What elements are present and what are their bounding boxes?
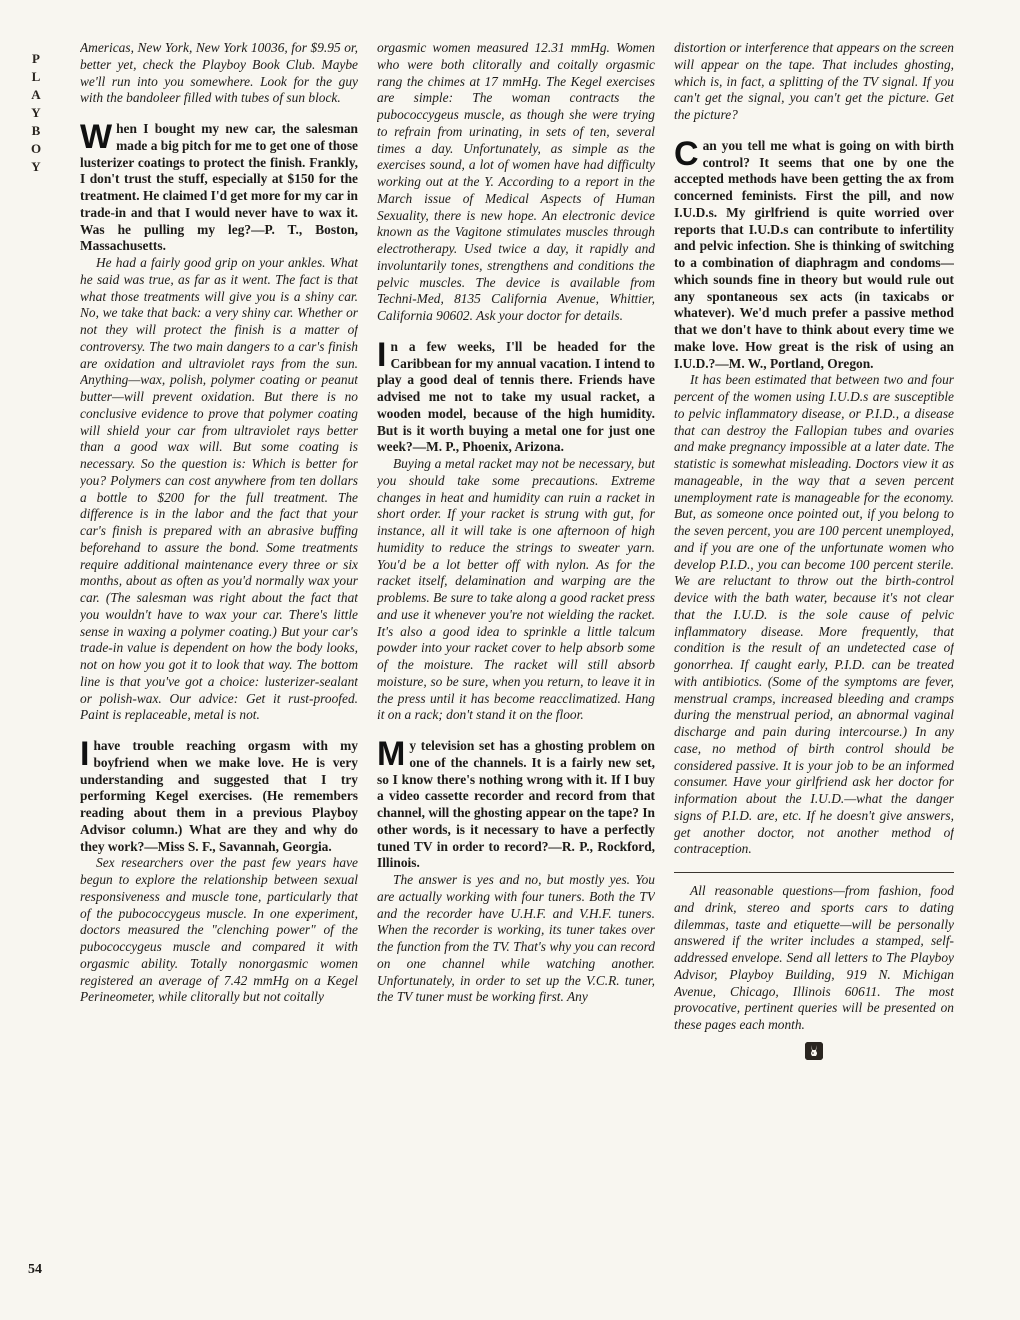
question-text: y television set has a ghosting problem on one of the channels. It is a fairly new set, so I know there's nothing wrong with it. If I buy a video cassette recorder and record from that channel, will the ghosting appear on the tape? In other words, is it necessary to have a perfectly tuned TV in order to record?—R. P., Rockford, Illinois. xyxy=(377,738,655,871)
question-paragraph xyxy=(674,134,954,373)
drop-cap: M xyxy=(377,735,406,773)
masthead-letter: A xyxy=(31,87,41,102)
answer-paragraph: Sex researchers over the past few years have begun to explore the relationship between sexual responsiveness and muscle tone, particularly that of the pubococcygeus muscle. In one experiment, doctors measured the "clenching power" of the pubococcygeus muscle and compared it with orgasmic ability. Totally nonorgasmic women registered an average of 7.42 mmHg on a Kegel Perineometer, while clitorally but not coitally xyxy=(80,855,358,1005)
question-paragraph xyxy=(377,735,655,872)
drop-cap: I xyxy=(377,335,387,374)
masthead-letter: Y xyxy=(31,105,41,120)
question-paragraph xyxy=(377,335,655,456)
masthead-letter: P xyxy=(32,51,40,66)
rabbit-head-logo-icon xyxy=(805,1042,823,1060)
page-number: 54 xyxy=(28,1262,42,1277)
answer-paragraph: It has been estimated that between two and four percent of the women using I.U.D.s are susceptible to pelvic inflammatory disease, or P.I.D., a disease that can destroy the Fallopian tubes and ovaries and make pregnancy impossible at a later date. The statistic is somewhat misleading. Doctors view it as manageable, in the way that a seven percent unemployment rate is manageable for the economy. But, as someone once pointed out, if you belong to the seven percent, you are 100 percent unemployed, and if you are one of the unfortunate women who develop P.I.D., you can become 100 percent sterile. We are reluctant to throw out the birth-control device with the bath water, because it's not clear that the I.U.D. is the sole cause of pelvic inflammatory disease. More frequently, that condition is the result of an undetected case of gonorrhea. If caught early, P.I.D. can be treated with antibiotics. (Some of the symptoms are fever, menstrual cramps, increased bleeding and cramps during the menstrual period, an abnormal vaginal discharge and pain during intercourse.) In any case, no method of birth control should be considered passive. It is your job to be an informed consumer. Have your girlfriend ask her doctor for information about the I.U.D.—what the danger signs of P.I.D. are, etc. If he doesn't give answers, get another doctor, not another method of contraception. xyxy=(674,372,954,857)
answer-paragraph: Americas, New York, New York 10036, for $9.95 or, better yet, check the Playboy Book Club. Maybe we'll run into you somewhere. Look for the guy with the bandoleer filled with tubes of sun block. xyxy=(80,40,358,106)
drop-cap: I xyxy=(80,735,90,773)
question-paragraph xyxy=(80,735,358,855)
playboy-masthead-vertical xyxy=(28,50,44,176)
drop-cap: C xyxy=(674,134,699,173)
answer-paragraph: He had a fairly good grip on your ankles. What he said was true, as far as it went. The fact is that what those treatments will give you is a shiny car. No, we take that back: a very shiny car. Whether or not they will protect the finish is a matter of controversy. The two main dangers to a car's finish are oxidation and ultraviolet rays from the sun. Anything—wax, polish, polymer coating or peanut butter—will prevent oxidation. But there is no conclusive evidence to prove that polymer coating will shield your car from ultraviolet rays better than a good wax will. But some coating is necessary. So the question is: Which is better for you? Polymers can cost anywhere from ten dollars a bottle to $200 for the full treatment. The difference is in the labor and the fact that your car's finish is prepared with an abrasive buffing beforehand to assure the bond. Some treatments require additional maintenance every three or six months, about as often as you'd normally wax your car. (The salesman was right about the fact that you wouldn't have to wax your car. There's little sense in waxing a polymer coating.) But your car's trade-in value is dependent on how the body looks, not on how you got it to look that way. The bottom line is that you've got a choice: lusterizer-sealant or polish-wax. Our advice: Get it rust-proofed. Paint is replaceable, metal is not. xyxy=(80,255,358,723)
rabbit-head-logo-icon-shape xyxy=(805,1042,823,1060)
drop-cap: W xyxy=(80,118,113,156)
column-1 xyxy=(80,40,358,1285)
answer-paragraph: Buying a metal racket may not be necessary, but you should take some precautions. Extreme changes in heat and humidity can ruin a racket in short order. If your racket is strung with gut, for instance, all it will take is one afternoon of high humidity to reduce the strings to sweater yarn. You'd be a lot better off with nylon. As for the racket itself, delamination and warping are the problems. Be sure to take along a good racket press and use it whenever you're not wielding the racket. It's also a good idea to sprinkle a little talcum powder into your racket cover to help absorb some of the moisture. The racket will still absorb moisture, so be sure, when you return, to leave it in the press until it has become reacclimatized. Hang it on a rack; don't stand it on the floor. xyxy=(377,456,655,723)
question-text: have trouble reaching orgasm with my boyfriend when we make love. He is very understanding and suggested that I try performing Kegel exercises. (He remembers reading about them in a previous Playboy Advisor column.) What are they and why do they work?—Miss S. F., Savannah, Georgia. xyxy=(80,738,358,854)
question-text: an you tell me what is going on with birth control? It seems that one by one the accepted methods have been getting the ax from concerned feminists. First the pill, and now I.U.D.s. My girlfriend is quite worried over reports that I.U.D.s can contribute to infertility and pelvic infection. She is thinking of switching to a combination of diaphragm and condoms—which sounds fine in theory but would rule out any spontaneous sex acts (in taxicabs or whatever). We'd much prefer a passive method that we don't have to think about every time we make love. How great is the risk of using an I.U.D.?—M. W., Portland, Oregon. xyxy=(674,137,954,371)
question-text: n a few weeks, I'll be headed for the Caribbean for my annual vacation. I intend to play a good deal of tennis there. Friends have advised me not to take my usual racket, a wooden model, because of the high humidity. But is it worth buying a metal one for just one week?—M. P., Phoenix, Arizona. xyxy=(377,338,655,455)
answer-paragraph: orgasmic women measured 12.31 mmHg. Women who were both clitorally and coitally orgasmic rang the chimes at 17 mmHg. The Kegel exercises are simple: The woman contracts the pubococcygeus muscle, as though she were trying to refrain from urinating, in sets of ten, several times a day. Unfortunately, as simple as the exercises sound, a lot of women have had difficulty working out at the Y. According to a report in the March issue of Medical Aspects of Human Sexuality, there is new hope. An electronic device known as the Vagitone stimulates muscles through electrotherapy. Used twice a day, it rapidly and involuntarily tones, strengthens and conditions the pelvic muscles. The device is available from Techni-Med, 8135 California Avenue, Whittier, California 90602. Ask your doctor for details. xyxy=(377,40,655,323)
masthead-letter: Y xyxy=(31,159,41,174)
question-paragraph xyxy=(80,118,358,255)
answer-paragraph: distortion or interference that appears on the screen will appear on the tape. That includes ghosting, which is, in fact, a splitting of the TV signal. If you can't get the signal, you can't get the picture. Get the picture? xyxy=(674,40,954,122)
submission-instructions: All reasonable questions—from fashion, food and drink, stereo and sports cars to dating dilemmas, taste and etiquette—will be personally answered if the writer includes a stamped, self-addressed envelope. Send all letters to The Playboy Advisor, Playboy Building, 919 N. Michigan Avenue, Chicago, Illinois 60611. The most provocative, pertinent queries will be presented on these pages each month. xyxy=(674,872,954,1034)
column-2 xyxy=(377,40,655,1285)
masthead-letter: B xyxy=(31,123,41,138)
column-3 xyxy=(674,40,954,1285)
masthead-letter: L xyxy=(31,69,41,84)
answer-paragraph: The answer is yes and no, but mostly yes. You are actually working with four tuners. Both the TV and the recorder have U.H.F. and V.H.F. tuners. When the recorder is working, its tuner takes over the function from the TV. That's why you can record on one channel while watching another. Unfortunately, in order to set up the V.C.R. tuner, the TV tuner must be working first. Any xyxy=(377,872,655,1005)
masthead-letter: O xyxy=(30,141,42,156)
question-text: hen I bought my new car, the salesman made a big pitch for me to get one of those lusterizer coatings to protect the finish. Frankly, I don't trust the stuff, especially at $150 for the treatment. He claimed I'd get more for my car in trade-in and that I would never have to wax it. Was he pulling my leg?—P. T., Boston, Massachusetts. xyxy=(80,121,358,254)
